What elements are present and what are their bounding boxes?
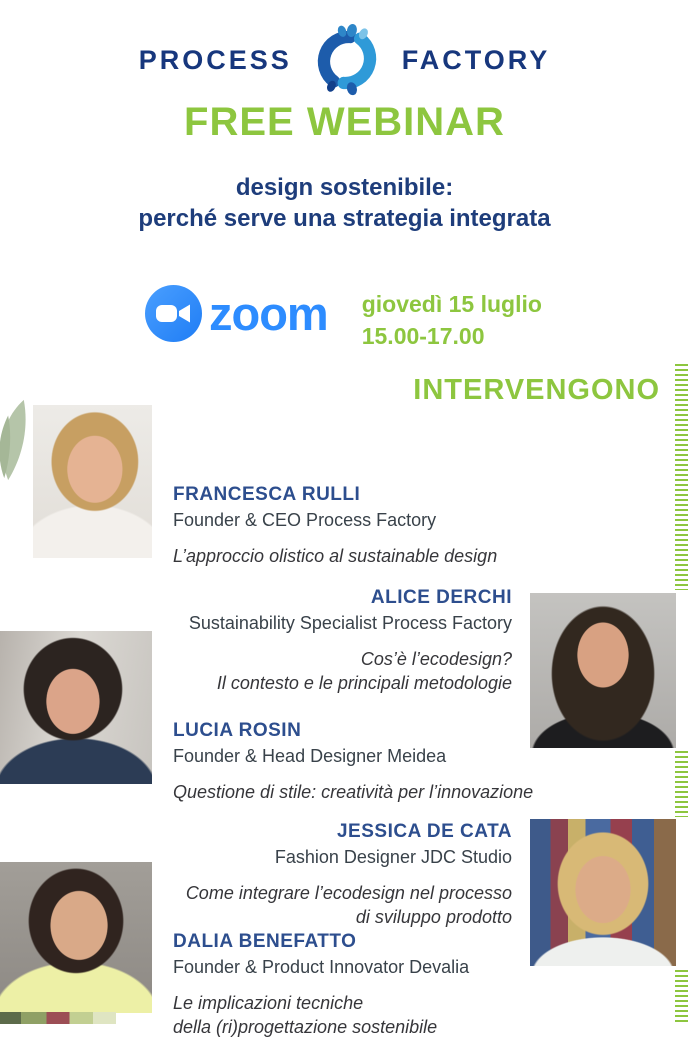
- photo-bottom-strip: [0, 1012, 116, 1024]
- speaker-role: Founder & Head Designer Meidea: [173, 746, 447, 766]
- process-factory-globe-icon: [306, 21, 388, 99]
- speaker-talk: Questione di stile: creatività per l’innovazione: [173, 782, 534, 802]
- zoom-schedule-row: [145, 285, 542, 352]
- speaker-name: JESSICA DE CATA: [336, 821, 512, 842]
- speaker-block-lucia-rosin: [173, 720, 653, 804]
- brand-factory: FACTORY: [401, 44, 551, 75]
- speaker-talk: Come integrare l’ecodesign nel processo di sviluppo prodotto: [185, 883, 512, 927]
- schedule-time: 15.00-17.00: [361, 323, 485, 349]
- speaker-block-alice-derchi: [12, 587, 512, 695]
- speaker-name: FRANCESCA RULLI: [173, 484, 361, 505]
- zoom-camera-icon: [145, 285, 202, 342]
- speaker-role: Founder & Product Innovator Devalia: [173, 957, 470, 977]
- dashed-line-decoration: [675, 751, 688, 817]
- speaker-block-francesca-rulli: [173, 484, 653, 568]
- speaker-name: ALICE DERCHI: [370, 587, 512, 608]
- dashed-line-decoration: [675, 970, 688, 1024]
- dashed-line-decoration: [675, 364, 688, 590]
- free-webinar-heading: FREE WEBINAR: [184, 100, 505, 144]
- speaker-block-jessica-de-cata: [0, 821, 512, 929]
- zoom-wordmark: zoom: [209, 287, 328, 340]
- leaf-icon: [0, 396, 36, 484]
- webinar-title: [0, 172, 689, 234]
- section-heading-intervengono: INTERVENGONO: [413, 374, 660, 406]
- speaker-role: Fashion Designer JDC Studio: [274, 847, 512, 867]
- schedule: [362, 285, 542, 352]
- photo-francesca-rulli: [33, 405, 152, 558]
- speaker-role: Sustainability Specialist Process Factory: [188, 613, 512, 633]
- speaker-name: DALIA BENEFATTO: [173, 931, 357, 952]
- speaker-role: Founder & CEO Process Factory: [173, 510, 437, 530]
- brand-process: PROCESS: [138, 44, 292, 75]
- speaker-talk: L’approccio olistico al sustainable design: [173, 546, 498, 566]
- speaker-name: LUCIA ROSIN: [173, 720, 302, 741]
- speaker-talk: Cos’è l’ecodesign? Il contesto e le principali metodologie: [216, 649, 512, 693]
- speaker-talk: Le implicazioni tecniche della (ri)progettazione sostenibile: [173, 993, 438, 1037]
- process-factory-logo: [0, 18, 689, 102]
- webinar-title-line1: design sostenibile:: [235, 174, 454, 201]
- schedule-date: giovedì 15 luglio: [361, 291, 542, 317]
- zoom-logo: [145, 285, 328, 342]
- webinar-title-line2: perché serve una strategia integrata: [138, 205, 551, 232]
- speaker-block-dalia-benefatto: [173, 931, 653, 1039]
